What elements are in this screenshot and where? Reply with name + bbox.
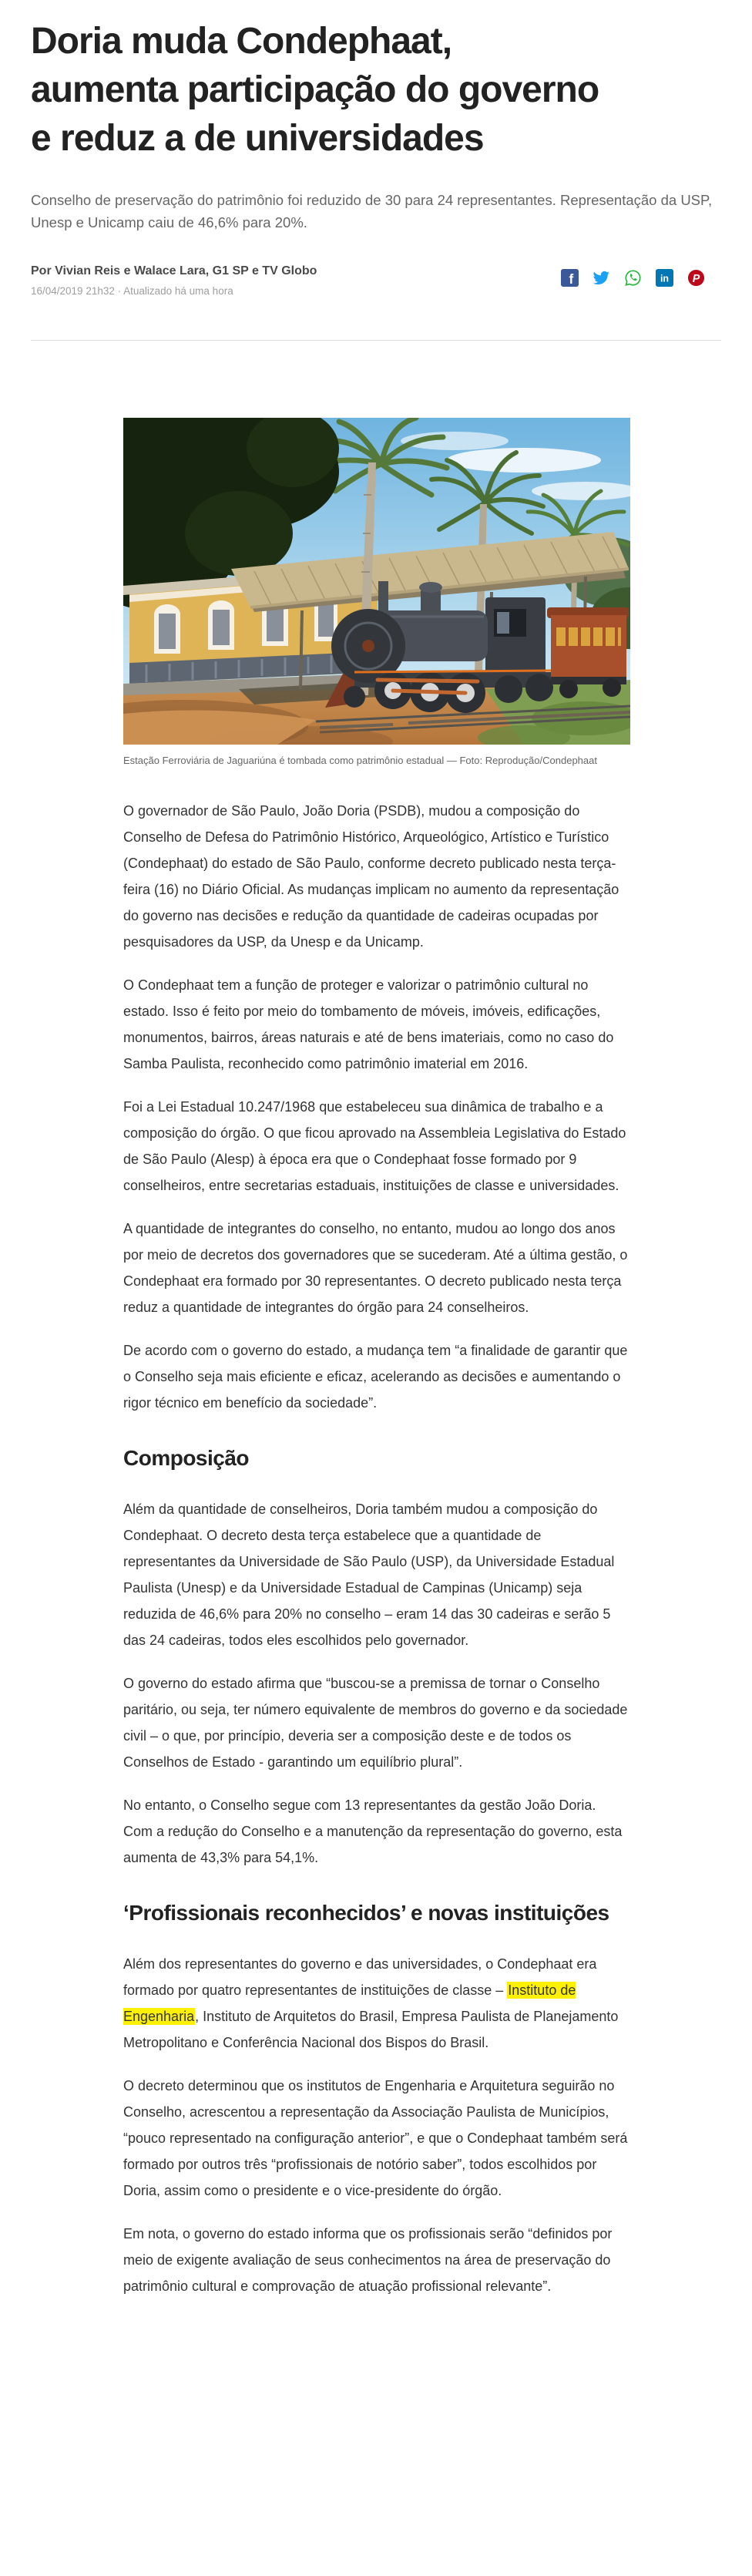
facebook-icon — [561, 269, 579, 287]
article-figure — [123, 418, 630, 767]
byline: Por Vivian Reis e Walace Lara, G1 SP e TV Globo — [31, 264, 317, 277]
byline-row — [31, 264, 721, 297]
article-paragraph: No entanto, o Conselho segue com 13 representantes da gestão João Doria. Com a redução do Conselho e a manutenção da representação do governo, esta aumenta de 43,3% para 54,1%. — [123, 1797, 623, 1865]
svg-text:f: f — [569, 271, 574, 287]
article-paragraph: Em nota, o governo do estado informa que os profissionais serão “definidos por meio de exigente avaliação de seus conhecimentos na área de preservação do patrimônio cultural e comprovação de atuação profissional relevante”. — [123, 2226, 613, 2294]
article-header — [31, 17, 721, 297]
photo-caption: Estação Ferroviária de Jaguariúna é tombada como patrimônio estadual — Foto: Reprodução/Condephaat — [123, 755, 597, 766]
header-divider — [31, 340, 721, 341]
headline-line: Doria muda Condephaat, — [31, 21, 452, 62]
linkedin-icon — [656, 269, 673, 287]
svg-text:in: in — [660, 273, 670, 284]
instituto-engenharia-link[interactable]: Instituto de Engenharia — [123, 1982, 576, 2024]
article-body — [123, 798, 628, 2299]
linkedin-share-button[interactable] — [656, 269, 673, 287]
article-subtitle: Conselho de preservação do patrimônio foi reduzido de 30 para 24 representantes. Representação da USP, Unesp e Unicamp caiu de 46,6% para 20%. — [31, 192, 713, 230]
svg-text:P: P — [692, 272, 700, 285]
article-paragraph — [123, 1951, 628, 2056]
article-photo — [123, 418, 630, 745]
twitter-icon — [593, 269, 610, 287]
pinterest-share-button[interactable] — [687, 269, 705, 287]
page-title — [31, 17, 721, 163]
whatsapp-icon — [624, 269, 642, 287]
share-buttons — [561, 269, 705, 287]
headline-line: e reduz a de universidades — [31, 118, 484, 159]
article-paragraph: De acordo com o governo do estado, a mudança tem “a finalidade de garantir que o Conselho seja mais eficiente e eficaz, acelerando as decisões e aumentando o rigor técnico em benefício da sociedade”. — [123, 1343, 628, 1411]
headline-line: aumenta participação do governo — [31, 69, 599, 110]
paragraph-text: , Instituto de Arquitetos do Brasil, Empresa Paulista de Planejamento Metropolitano e Conferência Nacional dos Bispos do Brasil. — [123, 2009, 619, 2050]
section-heading-composicao: Composição — [123, 1446, 250, 1470]
article-paragraph: O governo do estado afirma que “buscou-se a premissa de tornar o Conselho paritário, ou seja, ter número equivalente de membros do governo e da sociedade civil – o que, por princípio, deveria ser a composição deste e de todos os Conselhos de Estado - garantindo um equilíbrio plural”. — [123, 1676, 628, 1770]
article-paragraph: A quantidade de integrantes do conselho, no entanto, mudou ao longo dos anos por meio de decretos dos governadores que se sucederam. Até a última gestão, o Condephaat era formado por 30 representantes. O decreto publicado nesta terça reduz a quantidade de integrantes do órgão para 24 conselheiros. — [123, 1221, 628, 1315]
article-paragraph: O Condephaat tem a função de proteger e valorizar o patrimônio cultural no estado. Isso é feito por meio do tombamento de móveis, imóveis, edificações, monumentos, bairros, áreas naturais e até de bens imateriais, como no caso do Samba Paulista, reconhecido como patrimônio imaterial em 2016. — [123, 977, 614, 1071]
publish-date: 16/04/2019 21h32 · Atualizado há uma hora — [31, 285, 233, 297]
whatsapp-share-button[interactable] — [624, 269, 642, 287]
paragraph-text: Além dos representantes do governo e das universidades, o Condephaat era formado por quatro representantes de instituições de classe – — [123, 1956, 597, 1998]
article-paragraph: O governador de São Paulo, João Doria (PSDB), mudou a composição do Conselho de Defesa do Patrimônio Histórico, Arqueológico, Artístico e Turístico (Condephaat) do estado de São Paulo, conforme decreto publicado nesta terça-feira (16) no Diário Oficial. As mudanças implicam no aumento da representação do governo nas decisões e redução da quantidade de cadeiras ocupadas por pesquisadores da USP, da Unesp e da Unicamp. — [123, 803, 619, 950]
article-paragraph: Além da quantidade de conselheiros, Doria também mudou a composição do Condephaat. O decreto desta terça estabelece que a quantidade de representantes da Universidade de São Paulo (USP), da Universidade Estadual Paulista (Unesp) e da Universidade Estadual de Campinas (Unicamp) seja reduzida de 46,6% para 20% no conselho – eram 14 das 30 cadeiras e serão 5 das 24 cadeiras, todos eles escolhidos pelo governador. — [123, 1502, 615, 1648]
facebook-share-button[interactable] — [561, 269, 579, 287]
pinterest-icon — [687, 269, 705, 287]
article-page — [0, 17, 752, 2299]
article-paragraph: O decreto determinou que os institutos de Engenharia e Arquitetura seguirão no Conselho, acrescentou a representação da Associação Paulista de Municípios, “pouco representado na configuração anterior”, e que o Condephaat também será formado por outros três “profissionais de notório saber”, todos escolhidos por Doria, assim como o presidente e o vice-presidente do órgão. — [123, 2078, 628, 2198]
article-paragraph: Foi a Lei Estadual 10.247/1968 que estabeleceu sua dinâmica de trabalho e a composição do órgão. O que ficou aprovado na Assembleia Legislativa do Estado de São Paulo (Alesp) à época era que o Condephaat fosse formado por 9 conselheiros, entre secretarias estaduais, instituições de classe e universidades. — [123, 1099, 626, 1193]
twitter-share-button[interactable] — [593, 269, 610, 287]
byline-block — [31, 264, 317, 297]
section-heading-profissionais: ‘Profissionais reconhecidos’ e novas instituições — [123, 1901, 609, 1925]
